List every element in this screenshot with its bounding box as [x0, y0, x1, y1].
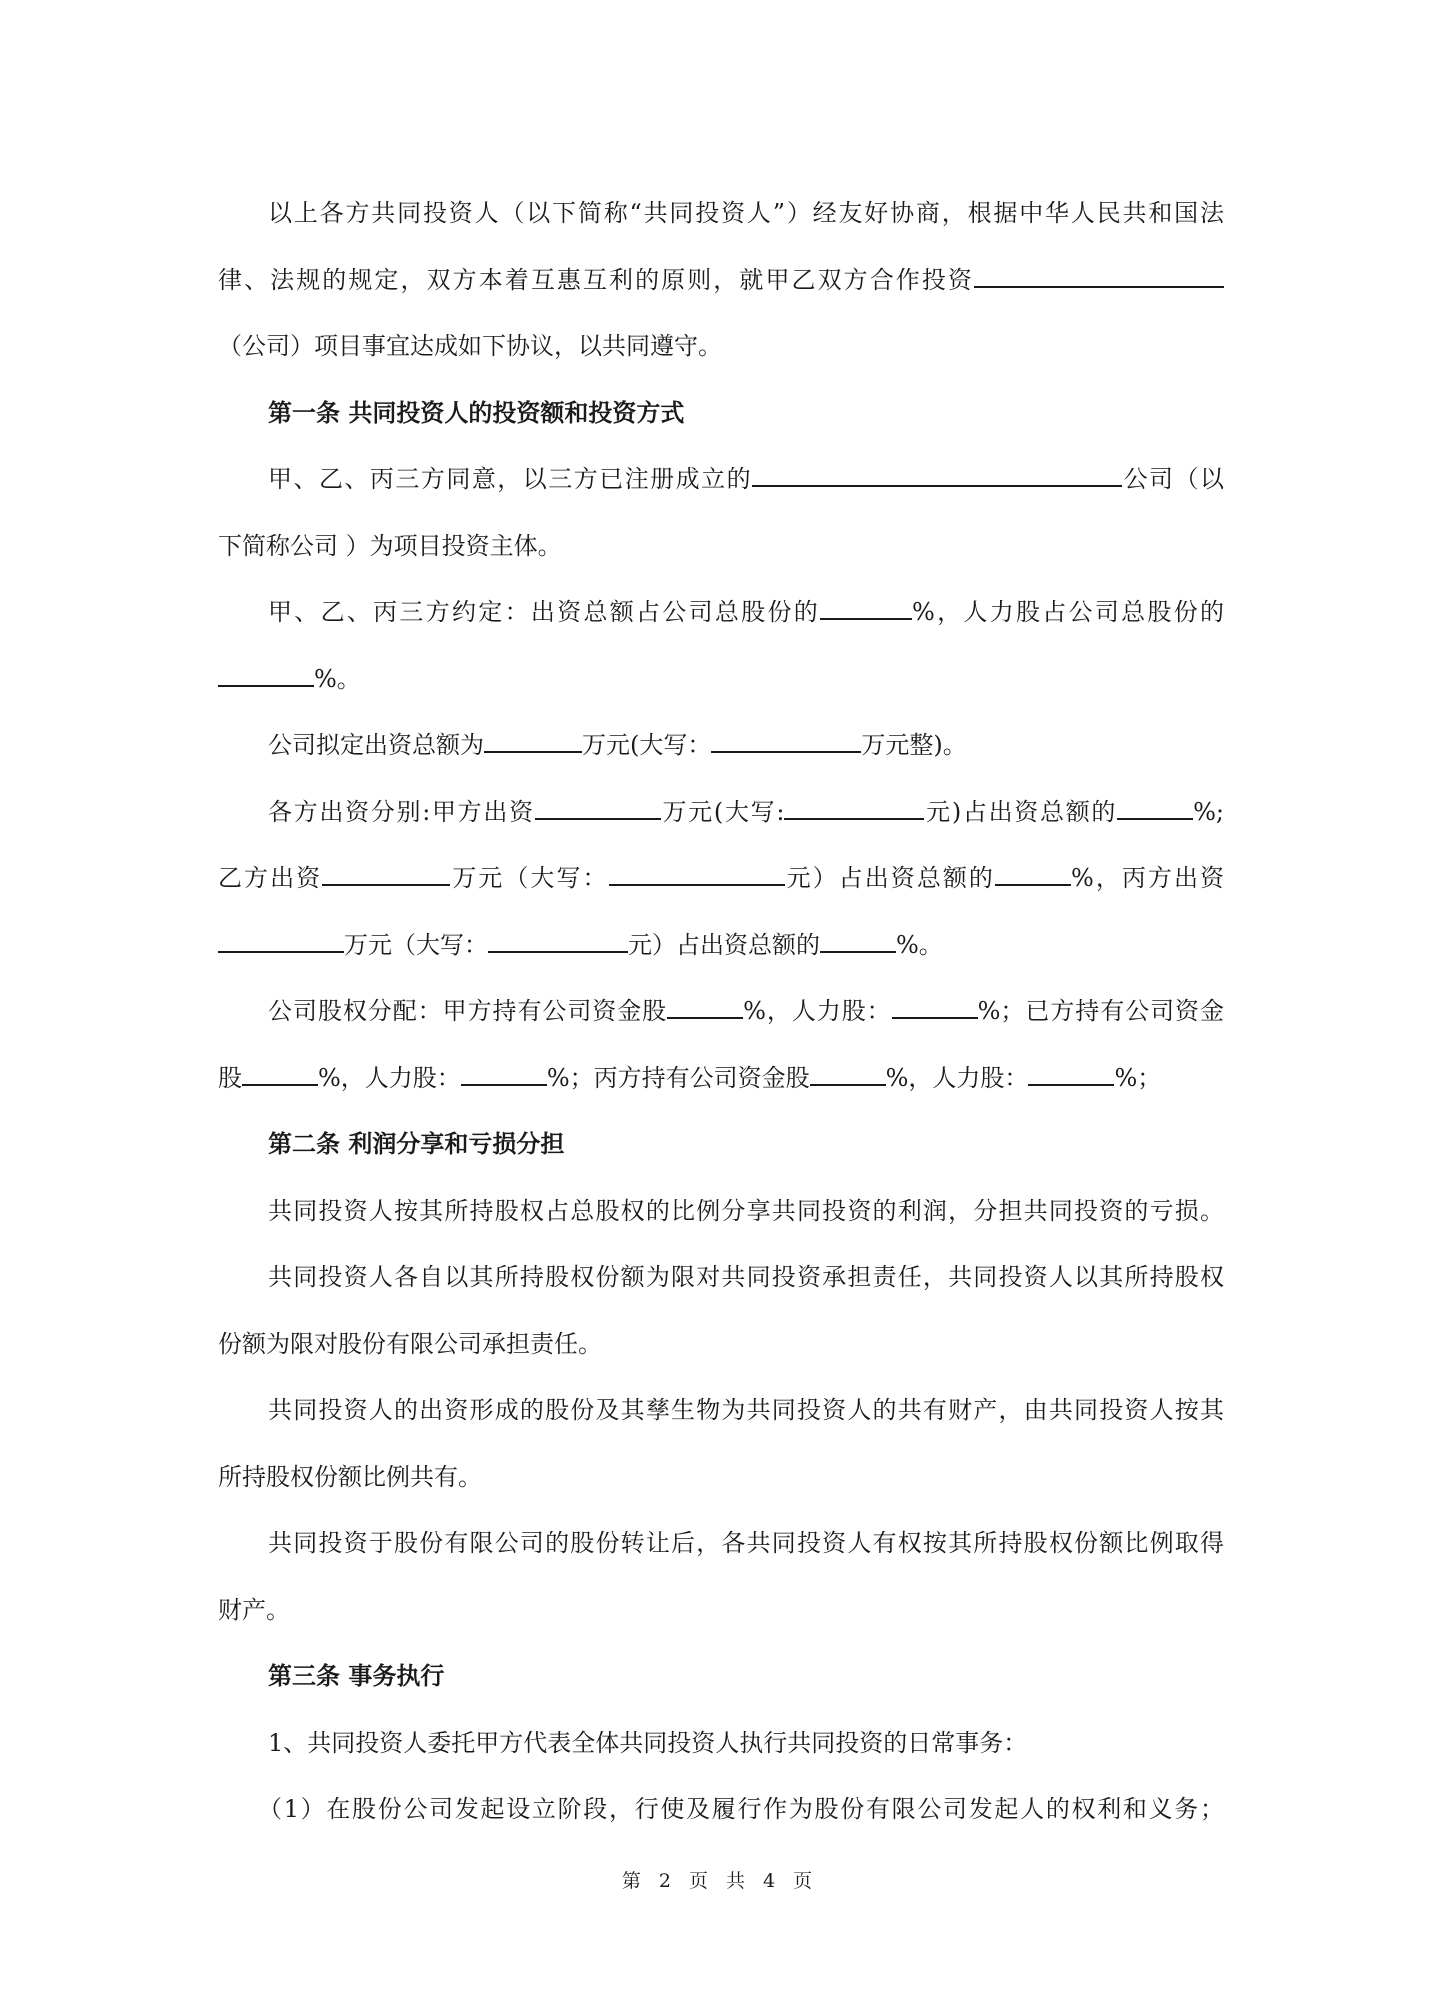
- blank-party-c-ratio[interactable]: [820, 931, 896, 953]
- blank-party-c-amount[interactable]: [218, 931, 344, 953]
- article-1-text: 元）占出资总额的: [784, 864, 995, 892]
- blank-party-a-ratio[interactable]: [1117, 798, 1193, 820]
- blank-party-b-ratio[interactable]: [995, 864, 1071, 886]
- article-1-line-1: [218, 446, 1224, 513]
- blank-company-name[interactable]: [752, 465, 1122, 487]
- article-1-line-10: [218, 1045, 1224, 1112]
- article-1-text: 公司拟定出资总额为: [268, 731, 484, 759]
- blank-party-b-words[interactable]: [609, 864, 785, 886]
- article-1-text: 乙方出资: [218, 864, 323, 892]
- article-1-text: 甲、乙、丙三方约定：出资总额占公司总股份的: [268, 598, 821, 626]
- article-1-text: %，人力股：: [885, 1063, 1029, 1092]
- blank-project-name[interactable]: [974, 266, 1224, 288]
- page-number-footer: 第 2 页 共 4 页: [621, 1870, 819, 1892]
- article-1-text: %;: [1193, 797, 1224, 826]
- article-1-line-8: [218, 912, 1224, 979]
- article-1-text: 公司股权分配：甲方持有公司资金股: [268, 997, 668, 1025]
- article-1-text: 公司（以: [1122, 465, 1225, 493]
- article-1-text: %；: [1114, 1063, 1162, 1092]
- article-2-line-5: 所持股权份额比例共有。: [218, 1462, 482, 1491]
- blank-total-amount[interactable]: [484, 731, 582, 753]
- intro-line-1: [218, 180, 1224, 247]
- article-2-line-1: 共同投资人按其所持股权占总股权的比例分享共同投资的利润，分担共同投资的亏损。: [268, 1196, 1224, 1225]
- article-1-text: %，人力股占公司总股份的: [912, 598, 1224, 626]
- blank-party-a-amount[interactable]: [535, 798, 661, 820]
- article-1-text: %。: [896, 930, 943, 959]
- article-1-line-2: 下简称公司 ）为项目投资主体。: [218, 531, 562, 560]
- blank-labor-share[interactable]: [218, 665, 314, 687]
- article-1-text: 万元(大写:: [660, 797, 785, 826]
- blank-b-capital-stock[interactable]: [242, 1064, 318, 1086]
- article-1-line-3: [218, 579, 1224, 646]
- blank-a-capital-stock[interactable]: [667, 997, 743, 1019]
- article-1-line-7: [218, 845, 1224, 912]
- article-1-text: %；已方持有公司资金: [977, 997, 1224, 1025]
- blank-party-c-words[interactable]: [488, 931, 628, 953]
- article-1-text: 元)占出资总额的: [924, 797, 1118, 826]
- article-3-line-1: 1、共同投资人委托甲方代表全体共同投资人执行共同投资的日常事务：: [268, 1728, 1028, 1757]
- intro-text-3: （公司）项目事宜达成如下协议，以共同遵守。: [218, 332, 722, 360]
- article-1-line-4: [218, 646, 1224, 713]
- blank-party-a-words[interactable]: [784, 798, 924, 820]
- article-1-text: 万元(大写：: [582, 731, 712, 759]
- article-1-text: %，人力股：: [743, 997, 892, 1025]
- article-2-line-3: 份额为限对股份有限公司承担责任。: [218, 1329, 602, 1358]
- intro-line-3: [218, 313, 1224, 380]
- article-2-title: 第二条 利润分享和亏损分担: [268, 1129, 565, 1158]
- article-1-text: %；丙方持有公司资金股: [546, 1063, 810, 1092]
- blank-total-amount-words[interactable]: [711, 731, 861, 753]
- article-1-line-5: [218, 712, 1224, 779]
- article-1-text: 各方出资分别:甲方出资: [268, 797, 535, 826]
- blank-c-capital-stock[interactable]: [810, 1064, 886, 1086]
- article-1-text: %。: [314, 664, 361, 693]
- article-2-line-2: 共同投资人各自以其所持股权份额为限对共同投资承担责任，共同投资人以其所持股权: [268, 1263, 1224, 1291]
- article-1-text: 万元（大写：: [344, 930, 488, 959]
- document-body: [218, 180, 1224, 1843]
- article-3-line-2: （1）在股份公司发起设立阶段，行使及履行作为股份有限公司发起人的权利和义务；: [258, 1795, 1224, 1823]
- article-2-line-6: 共同投资于股份有限公司的股份转让后，各共同投资人有权按其所持股权份额比例取得: [268, 1529, 1224, 1557]
- intro-text-2: 律、法规的规定，双方本着互惠互利的原则，就甲乙双方合作投资: [218, 265, 974, 294]
- article-1-text: 股: [218, 1063, 242, 1092]
- article-1-line-9: [218, 978, 1224, 1045]
- article-1-text: 元）占出资总额的: [628, 930, 820, 959]
- article-1-text: %，人力股：: [318, 1063, 461, 1092]
- article-1-text: 万元整)。: [861, 731, 967, 759]
- article-2-line-7: 财产。: [218, 1595, 290, 1624]
- intro-line-2: [218, 247, 1224, 314]
- article-1-text: %，丙方出资: [1070, 864, 1225, 892]
- article-1-text: 万元（大写：: [450, 864, 609, 892]
- article-1-title: 第一条 共同投资人的投资额和投资方式: [268, 397, 685, 427]
- intro-text-1: 以上各方共同投资人（以下简称“共同投资人”）经友好协商，根据中华人民共和国法: [268, 199, 1224, 227]
- article-1-line-6: [218, 779, 1224, 846]
- blank-party-b-amount[interactable]: [322, 864, 450, 886]
- article-3-title: 第三条 事务执行: [268, 1661, 445, 1690]
- blank-c-labor-stock[interactable]: [1028, 1064, 1114, 1086]
- article-1-text: 甲、乙、丙三方同意，以三方已注册成立的: [268, 465, 753, 493]
- blank-a-labor-stock[interactable]: [892, 997, 978, 1019]
- article-2-line-4: 共同投资人的出资形成的股份及其孳生物为共同投资人的共有财产，由共同投资人按其: [268, 1396, 1224, 1424]
- blank-b-labor-stock[interactable]: [461, 1064, 547, 1086]
- blank-capital-share[interactable]: [820, 598, 912, 620]
